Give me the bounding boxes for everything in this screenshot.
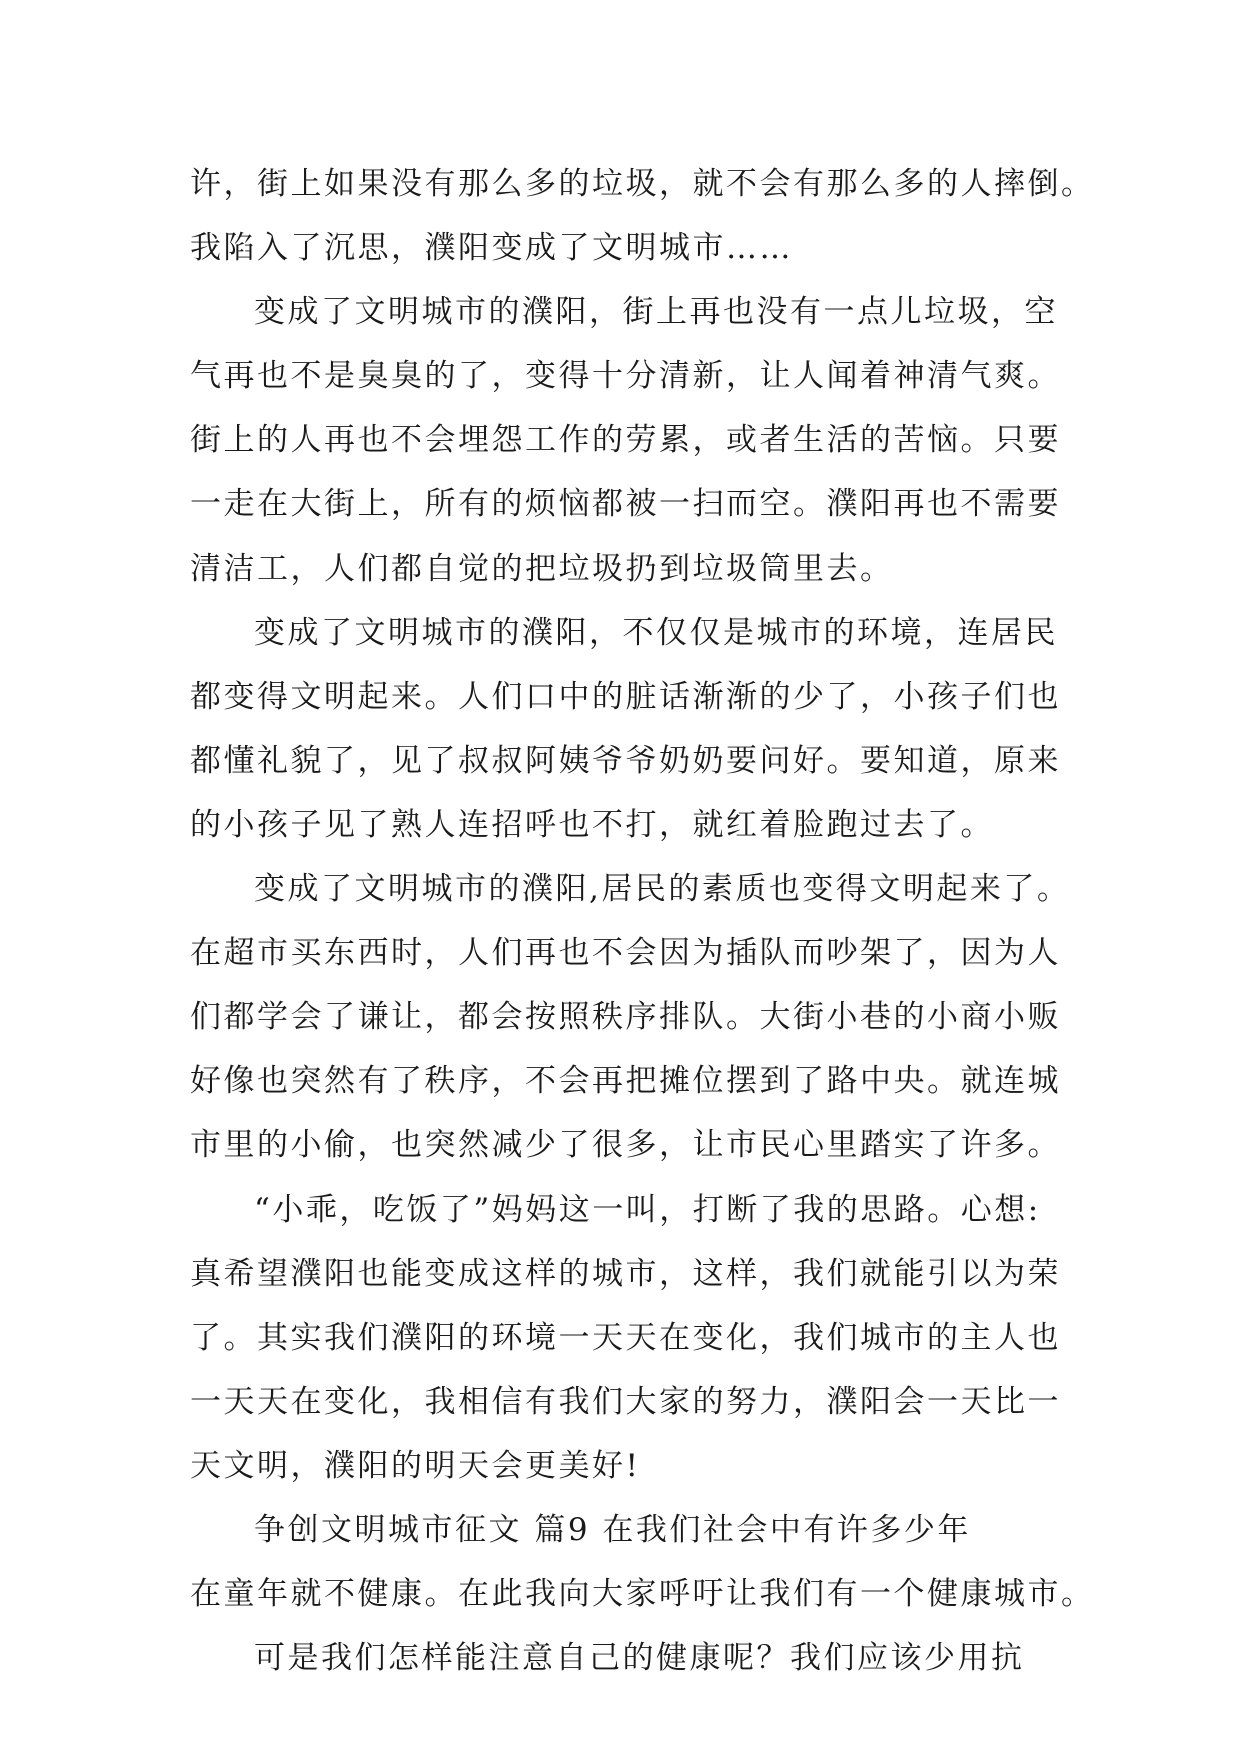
text-line: 天文明，濮阳的明天会更美好!: [190, 1447, 641, 1484]
text-line: 了。其实我们濮阳的环境一天天在变化，我们城市的主人也: [190, 1319, 1061, 1356]
text-line: 市里的小偷，也突然减少了很多，让市民心里踏实了许多。: [190, 1127, 1061, 1164]
text-line: 变成了文明城市的濮阳，街上再也没有一点儿垃圾，空: [254, 294, 1058, 331]
text-line: 都变得文明起来。人们口中的脏话渐渐的少了，小孩子们也: [190, 678, 1061, 715]
text-line: 许，街上如果没有那么多的垃圾，就不会有那么多的人摔倒。: [190, 166, 1095, 202]
text-line: 好像也突然有了秩序，不会再把摊位摆到了路中央。就连城: [190, 1063, 1061, 1100]
text-line: 一走在大街上，所有的烦恼都被一扫而空。濮阳再也不需要: [190, 486, 1061, 523]
text-line: 在超市买东西时，人们再也不会因为插队而吵架了，因为人: [190, 935, 1061, 972]
text-line: 气再也不是臭臭的了，变得十分清新，让人闻着神清气爽。: [190, 358, 1061, 395]
text-line: 清洁工，人们都自觉的把垃圾扔到垃圾筒里去。: [190, 550, 894, 587]
text-line: 争创文明城市征文 篇9 在我们社会中有许多少年: [254, 1511, 971, 1548]
text-line: 一天天在变化，我相信有我们大家的努力，濮阳会一天比一: [190, 1383, 1061, 1420]
text-line: 真希望濮阳也能变成这样的城市，这样，我们就能引以为荣: [190, 1255, 1061, 1292]
text-line: 变成了文明城市的濮阳，不仅仅是城市的环境，连居民: [254, 614, 1058, 651]
text-line: 的小孩子见了熟人连招呼也不打，就红着脸跑过去了。: [190, 806, 994, 843]
text-line: 都懂礼貌了，见了叔叔阿姨爷爷奶奶要问好。要知道，原来: [190, 742, 1061, 779]
text-line: “小乖，吃饭了”妈妈这一叫，打断了我的思路。心想:: [254, 1191, 1041, 1228]
text-line: 我陷入了沉思，濮阳变成了文明城市……: [190, 230, 793, 267]
text-line: 们都学会了谦让，都会按照秩序排队。大街小巷的小商小贩: [190, 999, 1061, 1036]
text-line: 街上的人再也不会埋怨工作的劳累，或者生活的苦恼。只要: [190, 422, 1061, 459]
text-line: 可是我们怎样能注意自己的健康呢？我们应该少用抗: [254, 1640, 1025, 1677]
text-line: 变成了文明城市的濮阳,居民的素质也变得文明起来了。: [254, 871, 1071, 908]
text-line: 在童年就不健康。在此我向大家呼吁让我们有一个健康城市。: [190, 1576, 1095, 1613]
body-text: [190, 152, 1095, 1690]
